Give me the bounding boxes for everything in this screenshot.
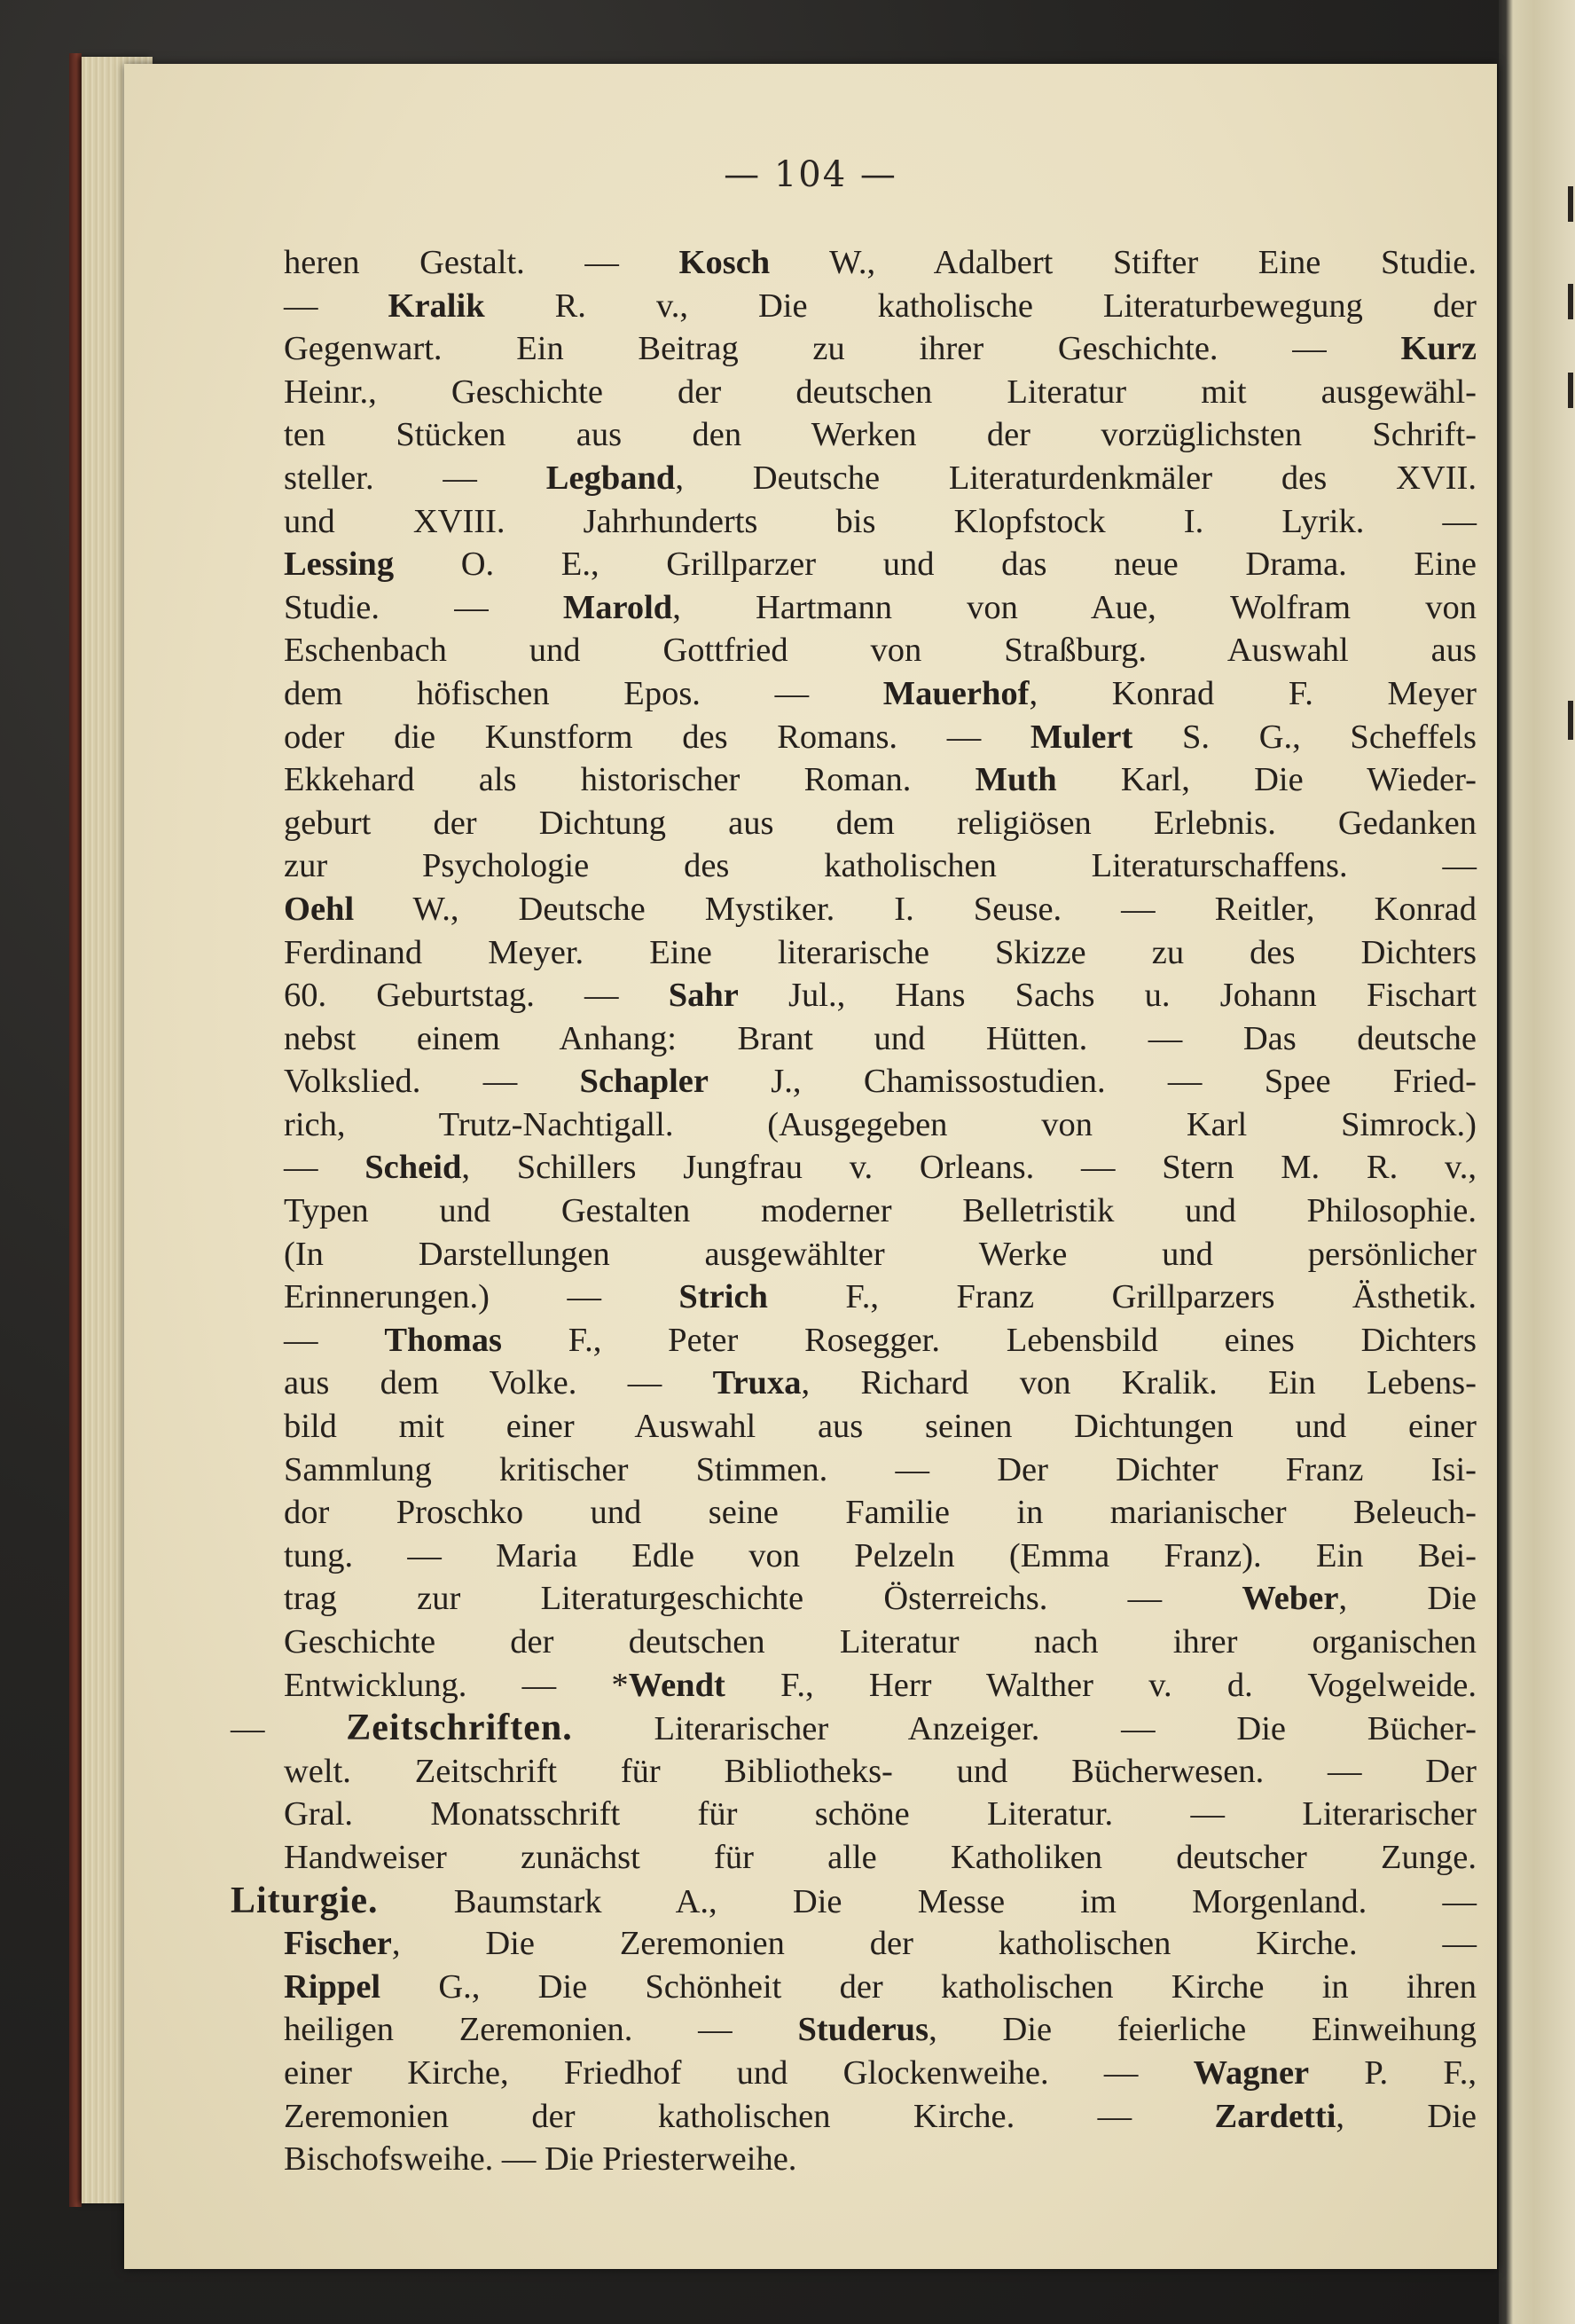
text-line (284, 1922, 1477, 1966)
margin-mark (1568, 701, 1573, 740)
text-line (284, 1017, 1477, 1061)
line-text: Literarischer Anzeiger. — Die Bücher- (572, 1710, 1477, 1748)
text-line (284, 758, 1477, 802)
text-line (284, 1577, 1477, 1621)
text-line (284, 1189, 1477, 1233)
text-line (284, 1449, 1477, 1492)
text-line (284, 1793, 1477, 1836)
line-text: , Schillers Jungfrau v. Orleans. — Stern M. R. v., (461, 1149, 1477, 1187)
author-name: Sahr (668, 977, 739, 1015)
line-text: welt. Zeitschrift für Bibliotheks- und Bücherwesen. — Der (284, 1752, 1477, 1790)
line-text: , Die Zeremonien der katholischen Kirche. — (391, 1925, 1477, 1963)
text-line (284, 2052, 1477, 2095)
text-line (284, 1750, 1477, 1794)
text-line (284, 1405, 1477, 1449)
line-text: zur Psychologie des katholischen Literaturschaffens. — (284, 847, 1477, 885)
line-text: trag zur Literaturgeschichte Österreichs. — (284, 1580, 1242, 1618)
line-text: rich, Trutz-Nachtigall. (Ausgegeben von Karl Simrock.) (284, 1105, 1477, 1143)
line-text: heiligen Zeremonien. — (284, 2011, 798, 2049)
line-text: F., Herr Walther v. d. Vogelweide. (725, 1666, 1477, 1704)
section-heading: Zeitschriften. (346, 1708, 573, 1749)
line-text: , Konrad F. Meyer (1029, 674, 1477, 712)
margin-mark (1568, 284, 1573, 319)
line-text: G., Die Schönheit der katholischen Kirche in ihren (380, 1967, 1477, 2006)
author-name: Thomas (384, 1321, 502, 1359)
line-text: F., Peter Rosegger. Lebensbild eines Dichters (501, 1321, 1477, 1359)
line-text: , Die feierliche Einweihung (929, 2011, 1477, 2049)
line-text: — (284, 287, 388, 325)
text-line (284, 1146, 1477, 1189)
text-line (284, 1362, 1477, 1405)
line-text: R. v., Die katholische Literaturbewegung der (484, 287, 1477, 325)
line-text: Erinnerungen.) — (284, 1278, 679, 1316)
line-text: Entwicklung. — * (284, 1666, 629, 1704)
line-text: , Hartmann von Aue, Wolfram von (672, 588, 1477, 626)
line-text: Jul., Hans Sachs u. Johann Fischart (738, 977, 1477, 1015)
text-line (284, 1535, 1477, 1578)
text-line (284, 1664, 1477, 1708)
line-text: aus dem Volke. — (284, 1364, 713, 1402)
line-text: — (284, 1321, 385, 1359)
line-text: oder die Kunstform des Romans. — (284, 718, 1030, 756)
text-line (284, 802, 1477, 845)
line-text: Handweiser zunächst für alle Katholiken deutscher Zunge. (284, 1838, 1477, 1876)
line-text: (In Darstellungen ausgewählter Werke und persönlicher (284, 1235, 1477, 1273)
text-line (284, 844, 1477, 888)
line-text: Gral. Monatsschrift für schöne Literatur. — Literarischer (284, 1795, 1477, 1833)
line-text: P. F., (1309, 2053, 1477, 2092)
text-line (284, 413, 1477, 457)
line-text: Volkslied. — (284, 1063, 580, 1101)
line-text: Studie. — (284, 588, 563, 626)
line-text: — (284, 1149, 365, 1187)
text-line (284, 543, 1477, 586)
line-text: geburt der Dichtung aus dem religiösen Erlebnis. Gedanken (284, 804, 1477, 842)
author-name: Scheid (364, 1149, 462, 1187)
line-text: Zeremonien der katholischen Kirche. — (284, 2097, 1215, 2135)
line-text: steller. — (284, 459, 546, 497)
margin-mark (1568, 373, 1573, 408)
author-name: Lessing (284, 546, 395, 584)
line-text: Karl, Die Wieder- (1056, 761, 1477, 799)
author-name: Oehl (284, 890, 355, 928)
author-name: Rippel (284, 1967, 381, 2006)
author-name: Kurz (1400, 330, 1477, 368)
section-heading: Liturgie. (231, 1880, 379, 1921)
line-text: S. G., Scheffels (1132, 718, 1477, 756)
author-name: Zardetti (1214, 2097, 1336, 2135)
text-line (284, 1836, 1477, 1880)
line-text: bild mit einer Auswahl aus seinen Dichtungen und einer (284, 1408, 1477, 1446)
line-text: W., Deutsche Mystiker. I. Seuse. — Reitler, Konrad (354, 890, 1477, 928)
line-text: , Deutsche Literaturdenkmäler des XVII. (675, 459, 1477, 497)
line-text: Bischofsweihe. — Die Priesterweihe. (284, 2140, 797, 2179)
line-text: dor Proschko und seine Familie in marianischer Beleuch- (284, 1494, 1477, 1532)
text-line (284, 1319, 1477, 1362)
text-line (231, 1880, 1477, 1923)
author-name: Kralik (388, 287, 485, 325)
line-text: Gegenwart. Ein Beitrag zu ihrer Geschichte. — (284, 330, 1401, 368)
text-line (284, 327, 1477, 371)
line-text: nebst einem Anhang: Brant und Hütten. — Das deutsche (284, 1019, 1477, 1057)
line-text: Typen und Gestalten moderner Belletristik und Philosophie. (284, 1192, 1477, 1230)
line-text: , Die (1338, 1580, 1477, 1618)
text-line (284, 2008, 1477, 2052)
line-text: Ferdinand Meyer. Eine literarische Skizze zu des Dichters (284, 933, 1477, 971)
text-line (284, 1060, 1477, 1103)
text-line (284, 974, 1477, 1017)
author-name: Wagner (1193, 2053, 1310, 2092)
line-text: O. E., Grillparzer und das neue Drama. Eine (394, 546, 1477, 584)
line-text: tung. — Maria Edle von Pelzeln (Emma Franz). Ein Bei- (284, 1536, 1477, 1574)
line-text: — (231, 1710, 347, 1748)
text-line (284, 457, 1477, 500)
line-text: 60. Geburtstag. — (284, 977, 669, 1015)
page-text (231, 241, 1477, 2181)
line-text: Baumstark A., Die Messe im Morgenland. — (378, 1882, 1477, 1920)
line-text: , Richard von Kralik. Ein Lebens- (801, 1364, 1477, 1402)
author-name: Mauerhof (882, 674, 1030, 712)
line-text: Heinr., Geschichte der deutschen Literatur mit ausgewähl- (284, 373, 1477, 411)
author-name: Kosch (678, 244, 771, 281)
line-text: einer Kirche, Friedhof und Glockenweihe. — (284, 2053, 1194, 2092)
line-text: Geschichte der deutschen Literatur nach ihrer organischen (284, 1623, 1477, 1661)
author-name: Muth (975, 761, 1057, 799)
line-text: Eschenbach und Gottfried von Straßburg. Auswahl aus (284, 632, 1477, 670)
author-name: Strich (678, 1278, 768, 1316)
text-line (284, 285, 1477, 328)
author-name: Legband (545, 459, 676, 497)
author-name: Truxa (712, 1364, 802, 1402)
line-text: Ekkehard als historischer Roman. (284, 761, 976, 799)
line-text: Sammlung kritischer Stimmen. — Der Dichter Franz Isi- (284, 1450, 1477, 1488)
line-text: J., Chamissostudien. — Spee Fried- (708, 1063, 1477, 1101)
text-line (231, 1707, 1477, 1750)
author-name: Studerus (797, 2011, 929, 2049)
book-page (124, 64, 1497, 2269)
text-line (284, 1233, 1477, 1276)
text-line (284, 888, 1477, 931)
text-line (284, 2095, 1477, 2139)
line-text: heren Gestalt. — (284, 244, 679, 281)
line-text: W., Adalbert Stifter Eine Studie. (770, 244, 1477, 281)
author-name: Mulert (1030, 718, 1133, 756)
margin-mark (1568, 186, 1573, 222)
author-name: Fischer (284, 1925, 392, 1963)
adjacent-page-strip (1499, 0, 1575, 2324)
line-text: F., Franz Grillparzers Ästhetik. (767, 1278, 1477, 1316)
line-text: , Die (1336, 2097, 1477, 2135)
text-line (284, 1276, 1477, 1319)
text-line (284, 1103, 1477, 1147)
text-line (284, 931, 1477, 975)
text-line (284, 241, 1477, 285)
line-text: und XVIII. Jahrhunderts bis Klopfstock I. Lyrik. — (284, 502, 1477, 540)
text-line (284, 500, 1477, 544)
line-text: dem höfischen Epos. — (284, 674, 883, 712)
text-line (284, 1621, 1477, 1664)
text-line (284, 586, 1477, 630)
text-line (284, 371, 1477, 414)
page-number: — 104 — (724, 154, 897, 195)
text-line (284, 672, 1477, 716)
text-line (284, 716, 1477, 759)
author-name: Schapler (579, 1063, 709, 1101)
author-name: Marold (562, 588, 673, 626)
author-name: Weber (1242, 1580, 1339, 1618)
book-edge-red (69, 53, 82, 2207)
text-line (284, 1491, 1477, 1535)
text-line (284, 2138, 1477, 2181)
text-line (284, 1966, 1477, 2009)
author-name: Wendt (628, 1666, 725, 1704)
text-line (284, 629, 1477, 672)
line-text: ten Stücken aus den Werken der vorzüglichsten Schrift- (284, 416, 1477, 454)
